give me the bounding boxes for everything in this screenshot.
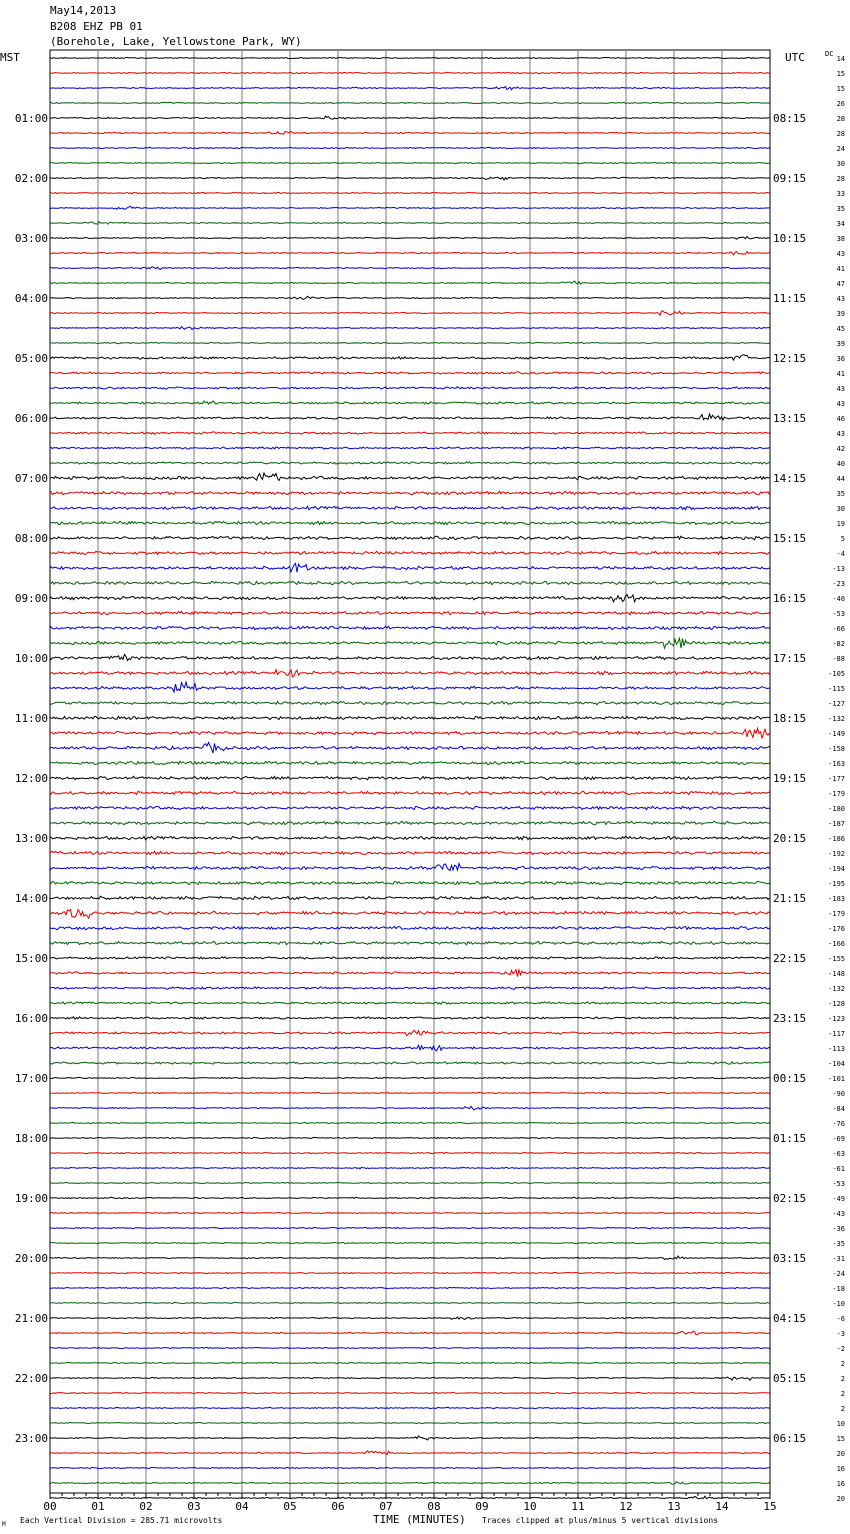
dc-offset-label: -31: [832, 1255, 845, 1263]
x-tick-label: 04: [235, 1500, 249, 1513]
mst-hour-label: 22:00: [14, 1372, 48, 1385]
seismic-trace: [50, 401, 770, 404]
x-tick-label: 08: [427, 1500, 441, 1513]
x-tick-label: 12: [619, 1500, 633, 1513]
dc-offset-label: 15: [836, 85, 845, 93]
dc-offset-label: 19: [836, 520, 845, 528]
seismic-trace: [50, 1242, 770, 1243]
utc-hour-label: 20:15: [773, 832, 807, 845]
dc-offset-label: 43: [836, 295, 845, 303]
utc-hour-label: 05:15: [773, 1372, 807, 1385]
seismic-trace: [50, 296, 770, 299]
seismic-trace: [50, 1077, 770, 1078]
x-tick-label: 07: [379, 1500, 393, 1513]
seismic-trace: [50, 72, 770, 73]
dc-offset-label: 34: [836, 220, 845, 228]
seismic-trace: [50, 821, 770, 825]
seismic-trace: [50, 327, 770, 330]
seismic-trace: [50, 355, 770, 360]
dc-offset-label: 39: [836, 310, 845, 318]
seismic-trace: [50, 1030, 770, 1035]
seismic-trace: [50, 896, 770, 899]
seismic-trace: [50, 851, 770, 854]
dc-offset-label: -113: [828, 1045, 845, 1053]
mst-hour-label: 05:00: [14, 352, 48, 365]
seismic-trace: [50, 372, 770, 374]
dc-offset-label: 15: [836, 1435, 845, 1443]
seismic-trace: [50, 654, 770, 660]
dc-offset-label: -128: [828, 1000, 845, 1008]
dc-offset-label: -158: [828, 745, 845, 753]
seismic-trace: [50, 521, 770, 524]
mst-hour-label: 13:00: [14, 832, 48, 845]
seismic-trace: [50, 1152, 770, 1153]
mst-hour-label: 06:00: [14, 412, 48, 425]
dc-offset-label: -132: [828, 985, 845, 993]
dc-offset-label: -105: [828, 670, 845, 678]
mst-hour-label: 17:00: [14, 1072, 48, 1085]
seismic-trace: [50, 1392, 770, 1393]
dc-offset-label: -149: [828, 730, 845, 738]
dc-offset-label: 16: [836, 1465, 845, 1473]
mst-hour-label: 04:00: [14, 292, 48, 305]
dc-offset-label: -90: [832, 1090, 845, 1098]
seismic-trace: [50, 761, 770, 764]
header-location: (Borehole, Lake, Yellowstone Park, WY): [50, 35, 302, 48]
dc-offset-label: 43: [836, 400, 845, 408]
seismic-trace: [50, 1182, 770, 1183]
seismic-trace: [50, 987, 770, 989]
utc-hour-label: 03:15: [773, 1252, 807, 1265]
dc-offset-label: -115: [828, 685, 845, 693]
utc-hour-label: 10:15: [773, 232, 807, 245]
dc-offset-label: 28: [836, 175, 845, 183]
header-date: May14,2013: [50, 4, 117, 17]
seismic-trace: [50, 1362, 770, 1363]
x-tick-label: 02: [139, 1500, 153, 1513]
seismic-trace: [50, 1482, 770, 1485]
mst-hour-label: 21:00: [14, 1312, 48, 1325]
utc-hour-label: 11:15: [773, 292, 807, 305]
seismic-trace: [50, 1436, 770, 1440]
seismic-trace: [50, 281, 770, 284]
x-axis-title: TIME (MINUTES): [373, 1513, 466, 1526]
dc-offset-label: -117: [828, 1030, 845, 1038]
x-tick-label: 09: [475, 1500, 489, 1513]
dc-offset-label: 36: [836, 355, 845, 363]
mst-hour-label: 10:00: [14, 652, 48, 665]
plot-frame: [50, 50, 770, 1493]
seismic-trace: [50, 251, 770, 255]
x-tick-label: 05: [283, 1500, 297, 1513]
mst-axis-title: MST: [0, 51, 20, 64]
seismic-trace: [50, 864, 770, 871]
seismic-trace: [50, 836, 770, 840]
seismic-trace: [50, 1167, 770, 1168]
utc-hour-label: 23:15: [773, 1012, 807, 1025]
seismic-trace: [50, 491, 770, 495]
dc-offset-label: 33: [836, 190, 845, 198]
dc-offset-label: 2: [840, 1390, 845, 1398]
seismic-trace: [50, 267, 770, 270]
dc-offset-label: -35: [832, 1240, 845, 1248]
dc-offset-label: 10: [836, 1420, 845, 1428]
dc-offset-label: -177: [828, 775, 845, 783]
dc-offset-label: -4: [836, 550, 845, 558]
dc-offset-label: 20: [836, 1450, 845, 1458]
dc-offset-label: -13: [832, 565, 845, 573]
mst-hour-label: 08:00: [14, 532, 48, 545]
dc-header-label: DC: [825, 50, 834, 58]
seismic-trace: [50, 1331, 770, 1335]
dc-offset-label: 40: [836, 460, 845, 468]
utc-hour-label: 00:15: [773, 1072, 807, 1085]
dc-offset-label: -179: [828, 910, 845, 918]
dc-offset-label: 14: [836, 55, 845, 63]
dc-offset-label: -18: [832, 1285, 845, 1293]
dc-offset-label: -123: [828, 1015, 845, 1023]
utc-hour-label: 16:15: [773, 592, 807, 605]
seismic-trace: [50, 1106, 770, 1110]
dc-offset-label: 38: [836, 235, 845, 243]
dc-offset-label: -192: [828, 850, 845, 858]
x-tick-label: 14: [715, 1500, 729, 1513]
utc-hour-label: 09:15: [773, 172, 807, 185]
seismic-trace: [50, 222, 770, 225]
seismic-trace: [50, 941, 770, 944]
dc-offset-label: -24: [832, 1270, 845, 1278]
dc-offset-label: -2: [836, 1345, 845, 1353]
seismic-trace: [50, 563, 770, 572]
utc-hour-label: 15:15: [773, 532, 807, 545]
dc-offset-label: 43: [836, 385, 845, 393]
utc-hour-label: 19:15: [773, 772, 807, 785]
seismic-trace: [50, 87, 770, 90]
dc-offset-label: 41: [836, 265, 845, 273]
dc-offset-label: -176: [828, 925, 845, 933]
seismic-trace: [50, 581, 770, 584]
seismic-trace: [50, 1377, 770, 1380]
label-layer: [15, 55, 845, 1513]
x-tick-label: 10: [523, 1500, 537, 1513]
dc-offset-label: -53: [832, 1180, 845, 1188]
header-station: B208 EHZ PB 01: [50, 20, 143, 33]
x-tick-label: 00: [43, 1500, 57, 1513]
dc-offset-label: -36: [832, 1225, 845, 1233]
mst-hour-label: 11:00: [14, 712, 48, 725]
utc-hour-label: 06:15: [773, 1432, 807, 1445]
seismic-trace: [50, 701, 770, 704]
utc-hour-label: 17:15: [773, 652, 807, 665]
seismic-trace: [50, 791, 770, 794]
dc-offset-label: 26: [836, 100, 845, 108]
seismic-trace: [50, 1272, 770, 1273]
seismic-trace: [50, 626, 770, 629]
dc-offset-label: 30: [836, 505, 845, 513]
dc-offset-label: -3: [836, 1330, 845, 1338]
seismic-trace: [50, 551, 770, 554]
clip-note: Traces clipped at plus/minus 5 vertical divisions: [482, 1516, 719, 1525]
x-tick-label: 01: [91, 1500, 105, 1513]
dc-offset-label: -88: [832, 655, 845, 663]
seismic-trace: [50, 910, 770, 918]
x-tick-label: 06: [331, 1500, 345, 1513]
dc-offset-label: 43: [836, 250, 845, 258]
dc-offset-label: -195: [828, 880, 845, 888]
mst-hour-label: 23:00: [14, 1432, 48, 1445]
utc-hour-label: 04:15: [773, 1312, 807, 1325]
dc-offset-label: 46: [836, 415, 845, 423]
seismic-trace: [50, 311, 770, 315]
scale-note: Each Vertical Division = 285.71 microvolts: [20, 1516, 223, 1525]
seismic-trace: [50, 1422, 770, 1423]
seismic-trace: [50, 611, 770, 615]
mst-hour-label: 02:00: [14, 172, 48, 185]
utc-hour-label: 14:15: [773, 472, 807, 485]
dc-offset-label: -104: [828, 1060, 845, 1068]
seismic-trace: [50, 432, 770, 434]
dc-offset-label: -155: [828, 955, 845, 963]
dc-offset-label: -82: [832, 640, 845, 648]
seismic-trace: [50, 1017, 770, 1019]
dc-offset-label: 47: [836, 280, 845, 288]
seismic-trace: [50, 1496, 770, 1499]
seismic-trace: [50, 1451, 770, 1455]
dc-offset-label: -127: [828, 700, 845, 708]
seismic-trace: [50, 970, 770, 977]
dc-offset-label: -166: [828, 940, 845, 948]
dc-offset-label: -187: [828, 820, 845, 828]
dc-offset-label: 24: [836, 145, 845, 153]
dc-offset-label: 15: [836, 70, 845, 78]
dc-offset-label: 45: [836, 325, 845, 333]
dc-offset-label: -66: [832, 625, 845, 633]
utc-hour-label: 21:15: [773, 892, 807, 905]
dc-offset-label: -194: [828, 865, 845, 873]
dc-offset-label: 28: [836, 115, 845, 123]
seismic-trace: [50, 1287, 770, 1288]
mst-hour-label: 18:00: [14, 1132, 48, 1145]
seismic-trace: [50, 131, 770, 134]
dc-offset-label: -43: [832, 1210, 845, 1218]
seismic-trace: [50, 536, 770, 540]
dc-offset-label: 28: [836, 130, 845, 138]
dc-offset-label: 39: [836, 340, 845, 348]
seismic-trace: [50, 806, 770, 809]
seismic-trace: [50, 116, 770, 119]
seismic-trace: [50, 1197, 770, 1198]
seismic-trace: [50, 1045, 770, 1051]
dc-offset-label: -179: [828, 790, 845, 798]
seismic-trace: [50, 1212, 770, 1213]
dc-offset-label: 43: [836, 430, 845, 438]
dc-offset-label: -163: [828, 760, 845, 768]
mst-hour-label: 07:00: [14, 472, 48, 485]
seismic-trace: [50, 1467, 770, 1468]
x-tick-label: 11: [571, 1500, 585, 1513]
dc-offset-label: -76: [832, 1120, 845, 1128]
seismic-trace: [50, 776, 770, 780]
seismic-trace: [50, 670, 770, 677]
dc-offset-label: -69: [832, 1135, 845, 1143]
seismic-trace: [50, 162, 770, 163]
seismic-trace: [50, 57, 770, 58]
seismic-trace: [50, 414, 770, 420]
utc-hour-label: 12:15: [773, 352, 807, 365]
mst-hour-label: 01:00: [14, 112, 48, 125]
mst-hour-label: 20:00: [14, 1252, 48, 1265]
seismic-trace: [50, 1317, 770, 1319]
seismic-trace: [50, 595, 770, 602]
dc-offset-label: -84: [832, 1105, 845, 1113]
dc-offset-label: -10: [832, 1300, 845, 1308]
dc-offset-label: -186: [828, 835, 845, 843]
utc-hour-label: 02:15: [773, 1192, 807, 1205]
dc-offset-label: -6: [836, 1315, 845, 1323]
seismic-trace: [50, 1302, 770, 1303]
seismic-trace: [50, 1002, 770, 1004]
dc-offset-label: -183: [828, 895, 845, 903]
dc-offset-label: -148: [828, 970, 845, 978]
seismic-trace: [50, 447, 770, 449]
seismic-trace: [50, 1062, 770, 1064]
mst-hour-label: 16:00: [14, 1012, 48, 1025]
seismic-trace: [50, 1227, 770, 1228]
seismic-trace: [50, 462, 770, 464]
dc-offset-label: 42: [836, 445, 845, 453]
dc-offset-label: 20: [836, 1495, 845, 1503]
mst-hour-label: 15:00: [14, 952, 48, 965]
dc-offset-label: -49: [832, 1195, 845, 1203]
seismic-trace: [50, 192, 770, 193]
corner-mark: M: [2, 1521, 6, 1528]
seismic-trace: [50, 177, 770, 180]
x-tick-label: 13: [667, 1500, 681, 1513]
x-tick-label: 03: [187, 1500, 201, 1513]
dc-offset-label: 2: [840, 1375, 845, 1383]
mst-hour-label: 14:00: [14, 892, 48, 905]
seismic-trace: [50, 473, 770, 481]
utc-hour-label: 08:15: [773, 112, 807, 125]
dc-offset-label: 44: [836, 475, 845, 483]
seismic-trace: [50, 147, 770, 148]
seismic-trace: [50, 387, 770, 389]
dc-offset-label: 35: [836, 490, 845, 498]
seismic-trace: [50, 342, 770, 343]
mst-hour-label: 09:00: [14, 592, 48, 605]
utc-hour-label: 01:15: [773, 1132, 807, 1145]
seismic-trace: [50, 926, 770, 929]
utc-hour-label: 13:15: [773, 412, 807, 425]
seismic-trace: [50, 881, 770, 884]
dc-offset-label: -40: [832, 595, 845, 603]
dc-offset-label: -132: [828, 715, 845, 723]
utc-hour-label: 18:15: [773, 712, 807, 725]
seismic-trace: [50, 1122, 770, 1123]
seismic-trace: [50, 1407, 770, 1408]
dc-offset-label: -63: [832, 1150, 845, 1158]
x-tick-label: 15: [763, 1500, 777, 1513]
seismic-trace: [50, 682, 770, 692]
seismic-trace: [50, 1256, 770, 1259]
dc-offset-label: 41: [836, 370, 845, 378]
mst-hour-label: 12:00: [14, 772, 48, 785]
seismic-trace: [50, 236, 770, 239]
dc-offset-label: 2: [840, 1405, 845, 1413]
seismic-trace: [50, 506, 770, 509]
seismic-trace: [50, 1347, 770, 1348]
seismic-trace: [50, 1092, 770, 1093]
seismic-trace: [50, 957, 770, 959]
seismic-trace: [50, 728, 770, 738]
dc-offset-label: -101: [828, 1075, 845, 1083]
mst-hour-label: 19:00: [14, 1192, 48, 1205]
seismic-trace: [50, 638, 770, 648]
dc-offset-label: 5: [840, 535, 845, 543]
seismic-trace: [50, 206, 770, 209]
seismic-trace: [50, 716, 770, 719]
dc-offset-label: -23: [832, 580, 845, 588]
dc-offset-label: 2: [840, 1360, 845, 1368]
dc-offset-label: 16: [836, 1480, 845, 1488]
seismic-trace: [50, 102, 770, 103]
seismic-trace: [50, 743, 770, 754]
dc-offset-label: -61: [832, 1165, 845, 1173]
dc-offset-label: 35: [836, 205, 845, 213]
utc-axis-title: UTC: [785, 51, 805, 64]
dc-offset-label: -53: [832, 610, 845, 618]
trace-layer: [50, 57, 770, 1498]
utc-hour-label: 22:15: [773, 952, 807, 965]
dc-offset-label: 30: [836, 160, 845, 168]
dc-offset-label: -180: [828, 805, 845, 813]
mst-hour-label: 03:00: [14, 232, 48, 245]
seismic-trace: [50, 1137, 770, 1138]
